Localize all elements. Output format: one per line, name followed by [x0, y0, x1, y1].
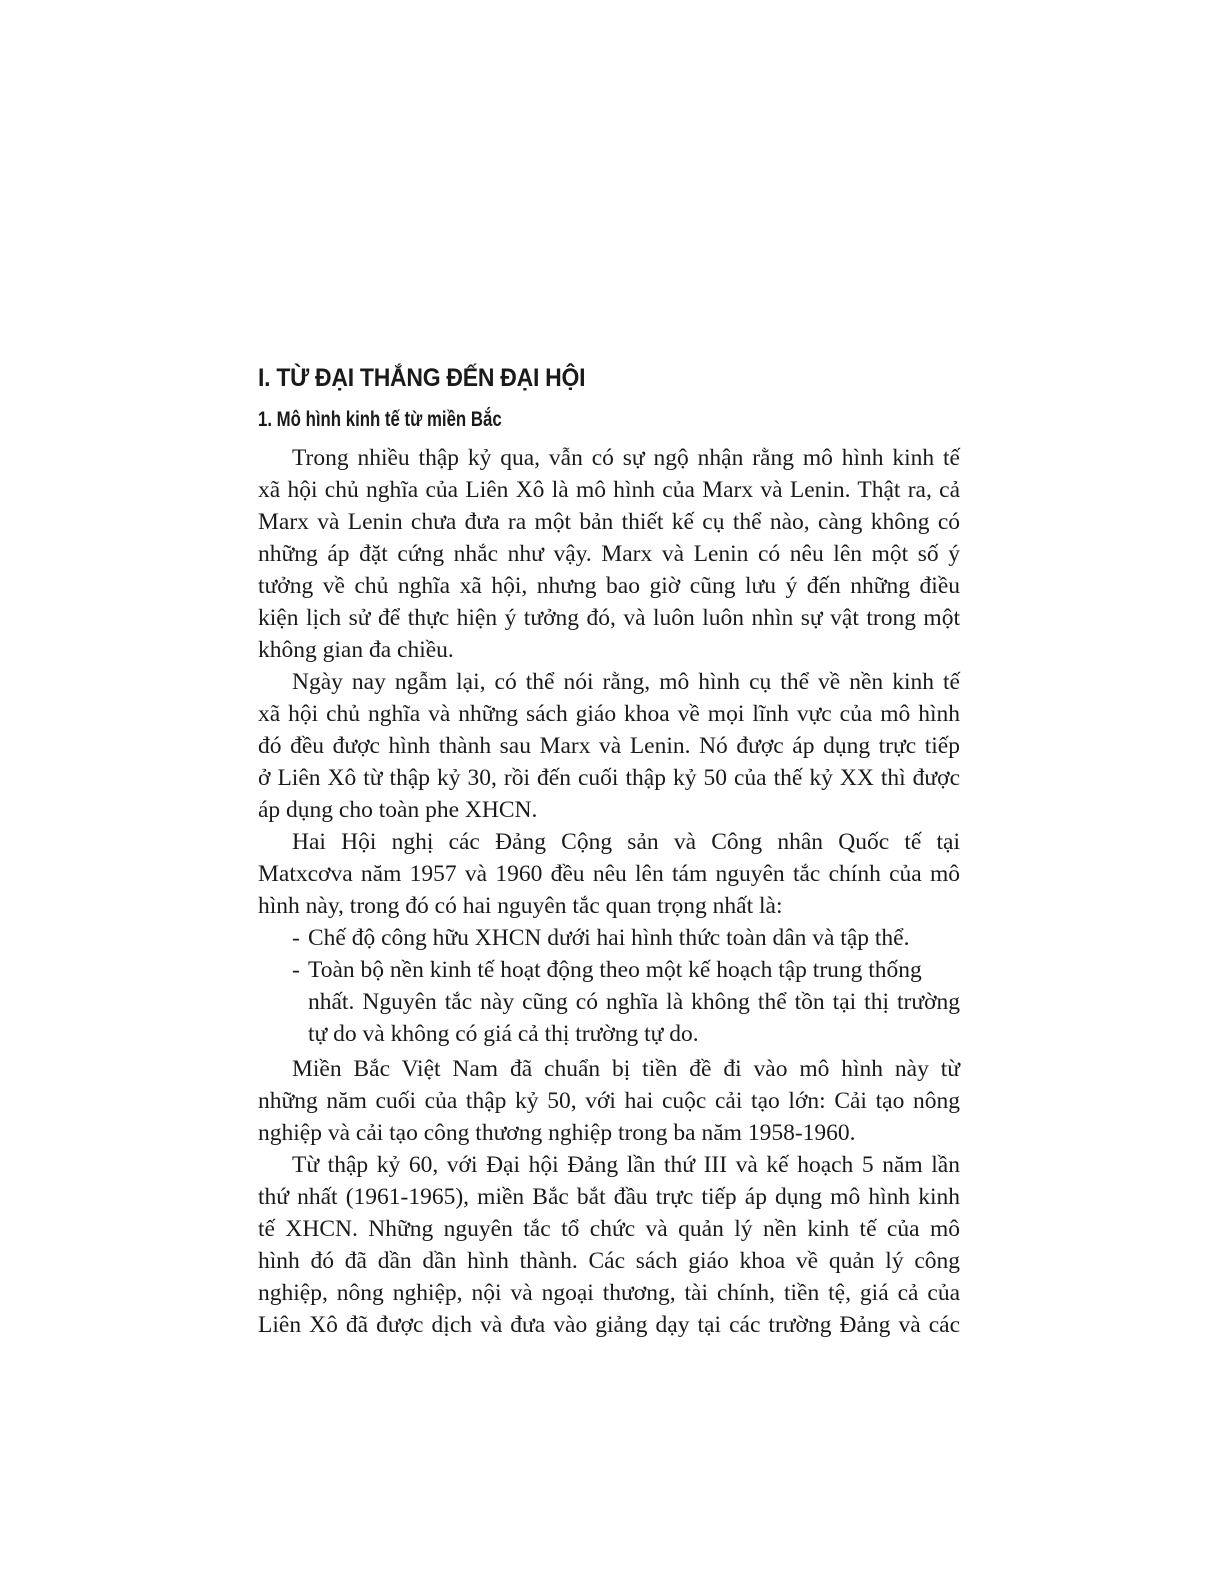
subsection-heading: 1. Mô hình kinh tế từ miền Bắc — [258, 408, 502, 431]
paragraph — [258, 1149, 960, 1341]
bullet-item — [258, 954, 960, 1050]
text-line: Liên Xô đã được dịch và đưa vào giảng dạy tại các trường Đảng và các — [258, 1312, 960, 1338]
text-line: những áp đặt cứng nhắc như vậy. Marx và Lenin có nêu lên một số ý — [258, 541, 960, 567]
bullet-marker: - — [292, 957, 300, 983]
text-line: Matxcơva năm 1957 và 1960 đều nêu lên tám nguyên tắc chính của mô — [258, 861, 960, 887]
bullet-marker: - — [292, 925, 300, 951]
text-line: tự do và không có giá cả thị trường tự do. — [308, 1021, 699, 1047]
text-line: ở Liên Xô từ thập kỷ 30, rồi đến cuối thập kỷ 50 của thế kỷ XX thì được — [258, 765, 960, 791]
text-line: Miền Bắc Việt Nam đã chuẩn bị tiền đề đi vào mô hình này từ — [292, 1056, 960, 1082]
text-line: Toàn bộ nền kinh tế hoạt động theo một kế hoạch tập trung thống — [308, 957, 922, 983]
text-line: Chế độ công hữu XHCN dưới hai hình thức toàn dân và tập thể. — [308, 925, 910, 951]
text-line: Hai Hội nghị các Đảng Cộng sản và Công nhân Quốc tế tại — [292, 829, 960, 855]
bullet-line — [258, 954, 960, 986]
text-line: Ngày nay ngẫm lại, có thể nói rằng, mô hình cụ thể về nền kinh tế — [292, 669, 960, 695]
paragraph — [258, 826, 960, 922]
body-text — [258, 442, 960, 1341]
text-line: Trong nhiều thập kỷ qua, vẫn có sự ngộ nhận rằng mô hình kinh tế — [292, 445, 960, 471]
document-page — [258, 358, 960, 1341]
text-line: áp dụng cho toàn phe XHCN. — [258, 797, 538, 823]
text-line: xã hội chủ nghĩa và những sách giáo khoa về mọi lĩnh vực của mô hình — [258, 701, 960, 727]
text-line: nghiệp và cải tạo công thương nghiệp trong ba năm 1958-1960. — [258, 1120, 856, 1146]
bullet-item — [258, 922, 960, 954]
text-line: Marx và Lenin chưa đưa ra một bản thiết kế cụ thể nào, càng không có — [258, 509, 960, 535]
text-line: tế XHCN. Những nguyên tắc tổ chức và quản lý nền kinh tế của mô — [258, 1216, 960, 1242]
paragraph — [258, 442, 960, 666]
paragraph — [258, 1053, 960, 1149]
text-line: nghiệp, nông nghiệp, nội và ngoại thương, tài chính, tiền tệ, giá cả của — [258, 1280, 960, 1306]
bullet-line — [258, 922, 960, 954]
text-line: Từ thập kỷ 60, với Đại hội Đảng lần thứ III và kế hoạch 5 năm lần — [292, 1152, 960, 1178]
text-line: hình này, trong đó có hai nguyên tắc quan trọng nhất là: — [258, 893, 783, 919]
text-line: tưởng về chủ nghĩa xã hội, nhưng bao giờ cũng lưu ý đến những điều — [258, 573, 960, 599]
section-heading: I. TỪ ĐẠI THẮNG ĐẾN ĐẠI HỘI — [258, 364, 586, 392]
paragraph — [258, 666, 960, 826]
text-line: thứ nhất (1961-1965), miền Bắc bắt đầu trực tiếp áp dụng mô hình kinh — [258, 1184, 960, 1210]
text-line: không gian đa chiều. — [258, 637, 454, 663]
text-line: đó đều được hình thành sau Marx và Lenin. Nó được áp dụng trực tiếp — [258, 733, 960, 759]
text-line: nhất. Nguyên tắc này cũng có nghĩa là không thể tồn tại thị trường — [308, 989, 960, 1015]
text-line: hình đó đã dần dần hình thành. Các sách giáo khoa về quản lý công — [258, 1248, 960, 1274]
text-line: kiện lịch sử để thực hiện ý tưởng đó, và luôn luôn nhìn sự vật trong một — [258, 605, 960, 631]
text-line: xã hội chủ nghĩa của Liên Xô là mô hình của Marx và Lenin. Thật ra, cả — [258, 477, 960, 503]
text-line: những năm cuối của thập kỷ 50, với hai cuộc cải tạo lớn: Cải tạo nông — [258, 1088, 960, 1114]
